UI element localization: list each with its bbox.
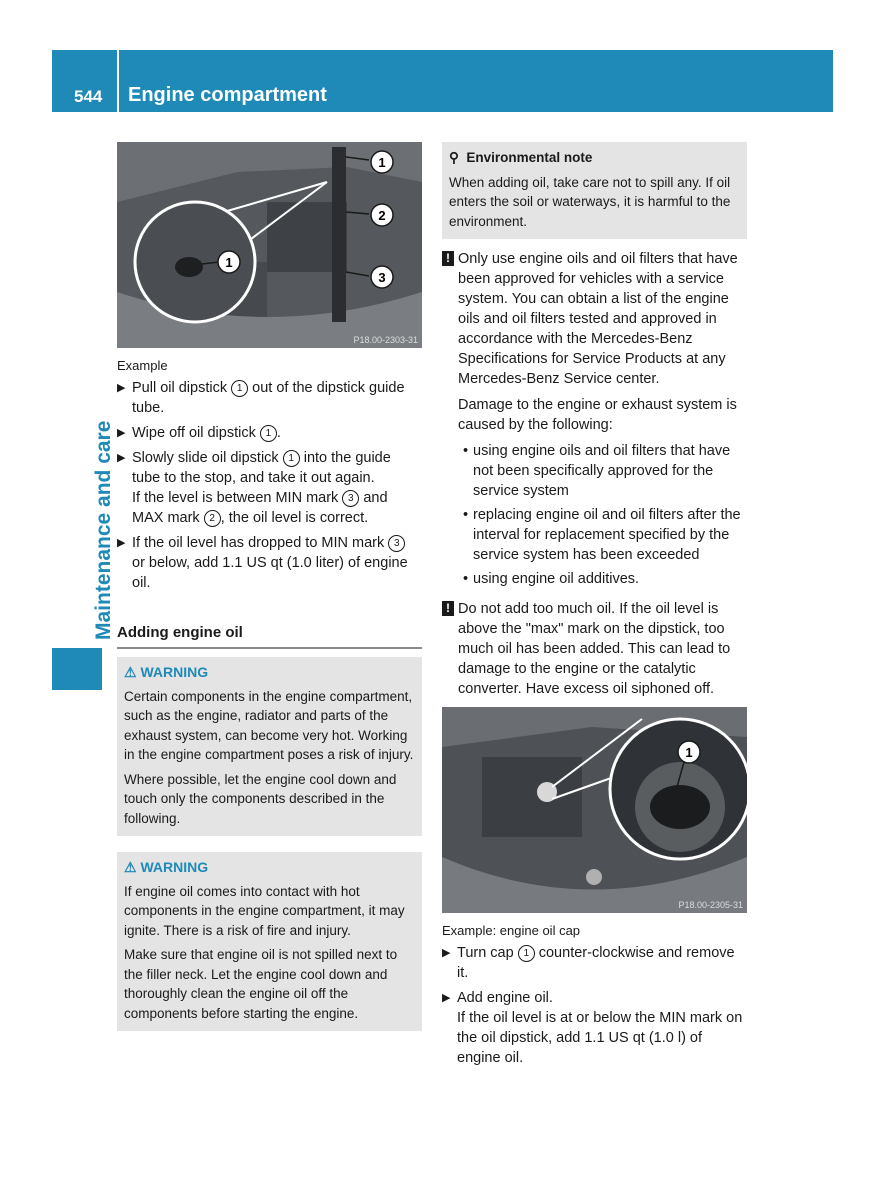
- photo-code: P18.00-2303-31: [353, 335, 418, 345]
- list-item: • replacing engine oil and oil filters after the interval for replacement specified by the service system has been exceeded: [463, 507, 741, 563]
- side-chapter-label: Maintenance and care: [92, 420, 115, 640]
- page-number: 544: [74, 87, 103, 106]
- callout-1-inset: [218, 251, 240, 273]
- svg-text:2: 2: [378, 208, 386, 223]
- header-divider: [117, 50, 119, 112]
- step-wipe-dipstick: ▶ Wipe off oil dipstick 1 .: [117, 425, 281, 441]
- leaf-icon: ⚲: [449, 150, 459, 165]
- ref-number: 3: [388, 535, 405, 552]
- page-header: [52, 50, 833, 112]
- exclamation-icon: !: [442, 601, 454, 616]
- env-note-text: When adding oil, take care not to spill any. If oil enters the soil or waterways, it is harmful to the environment.: [449, 174, 731, 229]
- notice-too-much-oil: [442, 599, 747, 699]
- step-add-oil-min: ▶ If the oil level has dropped to MIN mark 3 or below, add 1.1 US qt (1.0 liter) of engine oil.: [117, 535, 408, 591]
- dipstick-photo: [117, 142, 422, 348]
- warning-text: Make sure that engine oil is not spilled next to the filler neck. Let the engine cool down and thoroughly clean the engine oil off the components before starting the engine.: [124, 947, 398, 1021]
- side-tab: [52, 648, 102, 690]
- ref-number: 2: [204, 510, 221, 527]
- svg-text:1: 1: [378, 155, 386, 170]
- warning-triangle-icon: ⚠: [124, 664, 137, 680]
- callout-1: [371, 151, 393, 173]
- svg-text:3: 3: [378, 270, 386, 285]
- callout-3: [371, 266, 393, 288]
- callout-1: [678, 741, 700, 763]
- svg-text:1: 1: [225, 255, 233, 270]
- list-item: • using engine oil additives.: [463, 571, 640, 587]
- notice-text: Only use engine oils and oil filters that have been approved for vehicles with a service system. You can obtain a list of the engine oils and oil filters tested and approved in accordance with the Mercedes-Benz Specifications for Service Products at any Mercedes-Benz Service center.: [458, 251, 738, 387]
- ref-number: 1: [231, 380, 248, 397]
- warning-text: Certain components in the engine compartment, such as the engine, radiator and parts of the exhaust system, can become very hot. Working in the engine compartment poses a risk of injury.: [124, 688, 414, 762]
- ref-number: 1: [283, 450, 300, 467]
- right-column: [442, 142, 747, 1073]
- warning-title: ⚠ WARNING: [124, 664, 209, 680]
- step-add-engine-oil: ▶ Add engine oil. If the oil level is at or below the MIN mark on the oil dipstick, add 1.1 US qt (1.0 l) of engine oil.: [442, 990, 743, 1066]
- ref-number: 1: [518, 945, 535, 962]
- step-pull-dipstick: ▶ Pull oil dipstick 1 out of the dipstick guide tube.: [117, 380, 405, 416]
- callout-2: [371, 204, 393, 226]
- section-heading: Adding engine oil: [117, 623, 422, 649]
- step-arrow-icon: ▶: [117, 452, 126, 464]
- svg-text:1: 1: [685, 745, 693, 760]
- photo-caption: Example: [117, 358, 168, 373]
- step-slide-dipstick: ▶ Slowly slide oil dipstick 1 into the guide tube to the stop, and take it out again. If the level is between MIN mark 3 and MAX mark 2 , the oil level is correct.: [117, 450, 391, 526]
- env-note-title: ⚲ Environmental note: [449, 150, 593, 165]
- warning-triangle-icon: ⚠: [124, 859, 137, 875]
- photo-caption: Example: engine oil cap: [442, 923, 581, 938]
- oil-cap-photo: [442, 707, 747, 913]
- step-arrow-icon: ▶: [442, 992, 451, 1004]
- warning-box-oil-fire: [117, 852, 422, 1031]
- step-arrow-icon: ▶: [117, 382, 126, 394]
- step-arrow-icon: ▶: [117, 427, 126, 439]
- exclamation-icon: !: [442, 251, 454, 266]
- left-column: [117, 142, 422, 1031]
- environmental-note-box: [442, 142, 747, 239]
- warning-title: ⚠ WARNING: [124, 859, 209, 875]
- ref-number: 1: [260, 425, 277, 442]
- step-turn-cap: ▶ Turn cap 1 counter-clockwise and remove it.: [442, 945, 735, 981]
- list-item: • using engine oils and oil filters that have not been specifically approved for the service system: [463, 443, 731, 499]
- step-arrow-icon: ▶: [442, 947, 451, 959]
- notice-text: Do not add too much oil. If the oil level is above the "max" mark on the dipstick, too much oil has been added. This can lead to damage to the engine or the catalytic converter. Have excess oil siphoned off.: [458, 601, 731, 697]
- notice-approved-oils: [442, 249, 747, 589]
- warning-box-hot-components: [117, 657, 422, 836]
- warning-text: If engine oil comes into contact with hot components in the engine compartment, it may ignite. There is a risk of fire and injury.: [124, 883, 405, 938]
- ref-number: 3: [342, 490, 359, 507]
- oil-cap-illustration: [442, 707, 747, 913]
- warning-text: Where possible, let the engine cool down and touch only the components described in the following.: [124, 771, 397, 826]
- photo-code: P18.00-2305-31: [678, 900, 743, 910]
- notice-text: Damage to the engine or exhaust system is caused by the following:: [458, 397, 737, 433]
- dipstick-illustration: [117, 142, 422, 348]
- step-arrow-icon: ▶: [117, 537, 126, 549]
- page-title: Engine compartment: [128, 84, 327, 106]
